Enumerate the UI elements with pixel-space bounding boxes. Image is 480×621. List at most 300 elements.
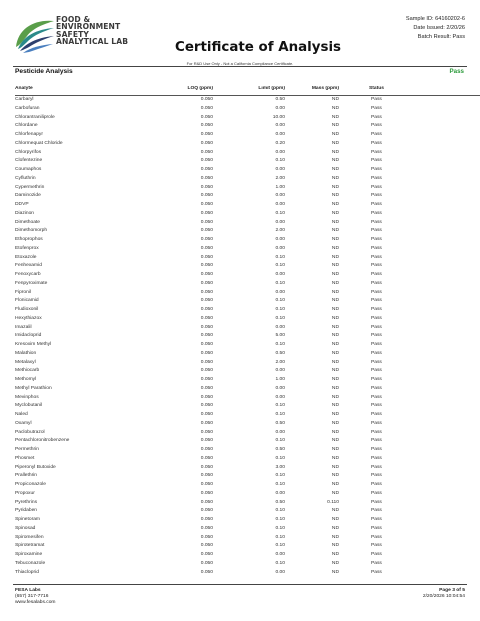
cell-loq: 0.050 [200, 333, 213, 339]
table-row [15, 429, 480, 438]
table-row [15, 184, 480, 193]
cell-analyte: Etofenprox [15, 245, 39, 251]
cell-analyte: Imidacloprid [15, 333, 42, 339]
cell-limit: 0.00 [275, 237, 285, 242]
cell-limit: 0.10 [275, 280, 285, 286]
cell-analyte: Daminozide [15, 193, 41, 199]
footer-timestamp: 2/20/2026 10:04:54 [422, 594, 465, 600]
logo-wordmark [56, 16, 128, 46]
cell-status: Pass [371, 534, 382, 540]
cell-mass: ND [331, 473, 339, 479]
cell-analyte: Paclobutrazol [15, 429, 45, 435]
cell-analyte: Hexythiazox [15, 315, 42, 321]
cell-mass: ND [331, 420, 339, 426]
cell-loq: 0.050 [200, 377, 213, 382]
cell-loq: 0.050 [200, 114, 213, 120]
table-row [15, 551, 480, 560]
cell-limit: 3.00 [275, 464, 285, 470]
cell-mass: ND [331, 394, 339, 400]
cell-limit: 0.10 [275, 298, 285, 304]
cell-status: Pass [371, 412, 382, 417]
cell-status: Pass [371, 368, 382, 374]
table-row [15, 350, 480, 359]
cell-limit: 0.10 [275, 560, 285, 566]
table-row [15, 289, 480, 298]
cell-mass: ND [331, 105, 339, 111]
cell-status: Pass [371, 202, 382, 207]
cell-limit: 0.00 [275, 569, 285, 575]
cell-loq: 0.050 [200, 289, 213, 295]
table-row [15, 341, 480, 350]
cell-mass: ND [331, 132, 339, 137]
cell-limit: 2.00 [275, 228, 285, 234]
cell-status: Pass [371, 289, 382, 295]
cell-limit: 0.10 [275, 482, 285, 487]
table-row [15, 262, 480, 271]
cell-mass: ND [331, 560, 339, 566]
cell-analyte: Spiroxamine [15, 552, 43, 557]
cell-status: Pass [371, 333, 382, 339]
cell-status: Pass [371, 499, 382, 505]
cell-analyte: Dimethoate [15, 219, 41, 225]
cell-status: Pass [371, 175, 382, 181]
cell-status: Pass [371, 342, 382, 347]
cell-limit: 0.00 [275, 324, 285, 330]
cell-loq: 0.050 [200, 123, 213, 129]
cell-mass: ND [331, 482, 339, 487]
cell-mass: ND [331, 237, 339, 242]
cell-mass: ND [331, 149, 339, 155]
cell-loq: 0.050 [200, 464, 213, 470]
table-row [15, 114, 480, 123]
cell-limit: 0.10 [275, 534, 285, 540]
cell-limit: 0.50 [275, 97, 285, 102]
table-row [15, 367, 480, 376]
cell-analyte: Prallethrin [15, 473, 38, 479]
cell-loq: 0.050 [200, 175, 213, 181]
report-header [0, 0, 480, 66]
disclaimer: For R&D Use Only - Not a California Compliance Certificate. [186, 61, 294, 66]
table-row [15, 420, 480, 429]
cell-analyte: Coumaphos [15, 167, 42, 172]
cell-loq: 0.050 [200, 245, 213, 251]
cell-loq: 0.050 [200, 359, 213, 365]
cell-analyte: Spirotetramat [15, 543, 45, 549]
cell-loq: 0.050 [200, 350, 213, 356]
cell-status: Pass [371, 280, 382, 286]
cell-status: Pass [371, 560, 382, 566]
table-row [15, 569, 480, 578]
table-row [15, 525, 480, 534]
cell-loq: 0.050 [200, 569, 213, 575]
cell-status: Pass [371, 193, 382, 199]
cell-mass: ND [331, 263, 339, 269]
cell-loq: 0.050 [200, 473, 213, 479]
table-row [15, 402, 480, 411]
cell-limit: 0.00 [275, 429, 285, 435]
table-row [15, 306, 480, 315]
cell-loq: 0.050 [200, 237, 213, 242]
cell-status: Pass [371, 403, 382, 409]
cell-loq: 0.050 [200, 149, 213, 155]
cell-loq: 0.050 [200, 184, 213, 190]
cell-loq: 0.050 [200, 105, 213, 111]
cell-loq: 0.050 [200, 552, 213, 557]
cell-limit: 5.00 [275, 333, 285, 339]
cell-limit: 0.10 [275, 517, 285, 522]
cell-analyte: Chlorpyrifos [15, 149, 42, 155]
cell-status: Pass [371, 517, 382, 522]
cell-loq: 0.050 [200, 447, 213, 452]
cell-loq: 0.050 [200, 263, 213, 269]
cell-limit: 0.00 [275, 193, 285, 199]
cell-analyte: Methyl Parathion [15, 385, 52, 391]
cell-status: Pass [371, 482, 382, 487]
cell-analyte: Myclobutanil [15, 403, 43, 409]
table-row [15, 534, 480, 543]
cell-analyte: Chlormequat Chloride [15, 140, 63, 146]
cell-analyte: Cypermethrin [15, 184, 45, 190]
cell-analyte: Spinetoram [15, 517, 41, 522]
cell-limit: 0.10 [275, 403, 285, 409]
cell-mass: ND [331, 97, 339, 102]
table-row [15, 157, 480, 166]
column-header-mass: Mass (ppm) [289, 86, 339, 96]
cell-analyte: Flonicamid [15, 298, 39, 304]
cell-mass: ND [331, 184, 339, 190]
cell-limit: 0.20 [275, 140, 285, 146]
cell-limit: 0.50 [275, 350, 285, 356]
cell-loq: 0.050 [200, 228, 213, 234]
cell-mass: ND [331, 210, 339, 216]
table-row [15, 446, 480, 455]
cell-limit: 0.00 [275, 167, 285, 172]
logo-line: SAFETY [56, 29, 89, 39]
cell-limit: 1.00 [275, 377, 285, 382]
table-row [15, 359, 480, 368]
cell-analyte: Clofentezine [15, 158, 43, 164]
table-header-row [15, 86, 480, 96]
cell-analyte: Chlorfenapyr [15, 132, 43, 137]
cell-loq: 0.050 [200, 455, 213, 461]
cell-analyte: Pentachloronitrobenzene [15, 438, 70, 444]
cell-loq: 0.050 [200, 403, 213, 409]
cell-loq: 0.050 [200, 543, 213, 549]
cell-mass: ND [331, 123, 339, 129]
cell-mass: ND [331, 193, 339, 199]
table-row [15, 96, 480, 105]
table-row [15, 411, 480, 420]
cell-limit: 0.50 [275, 499, 285, 505]
sample-meta [406, 15, 465, 42]
cell-loq: 0.050 [200, 324, 213, 330]
cell-mass: ND [331, 368, 339, 374]
cell-status: Pass [371, 184, 382, 190]
cell-analyte: Methiocarb [15, 368, 40, 374]
cell-analyte: Kresoxim Methyl [15, 342, 52, 347]
cell-loq: 0.050 [200, 307, 213, 312]
cell-analyte: Spiromesifen [15, 534, 44, 540]
cell-status: Pass [371, 315, 382, 321]
cell-status: Pass [371, 140, 382, 146]
cell-mass: ND [331, 412, 339, 417]
footer-page-number: Page 3 of 5 [439, 588, 465, 593]
logo-line: ENVIRONMENT [56, 22, 121, 32]
cell-mass: ND [331, 552, 339, 557]
cell-status: Pass [371, 429, 382, 435]
cell-mass: ND [331, 385, 339, 391]
cell-mass: ND [331, 307, 339, 312]
cell-mass: ND [331, 254, 339, 260]
cell-loq: 0.050 [200, 219, 213, 225]
cell-mass: ND [331, 298, 339, 304]
cell-status: Pass [371, 132, 382, 137]
cell-mass: ND [331, 543, 339, 549]
cell-limit: 0.00 [275, 219, 285, 225]
table-row [15, 472, 480, 481]
cell-status: Pass [371, 298, 382, 304]
cell-mass: ND [331, 315, 339, 321]
cell-limit: 0.00 [275, 245, 285, 251]
cell-analyte: Metalaxyl [15, 359, 36, 365]
cell-loq: 0.050 [200, 315, 213, 321]
cell-analyte: Thiacloprid [15, 569, 39, 575]
cell-status: Pass [371, 473, 382, 479]
cell-limit: 0.10 [275, 342, 285, 347]
cell-loq: 0.050 [200, 193, 213, 199]
cell-limit: 0.10 [275, 525, 285, 531]
table-row [15, 280, 480, 289]
cell-mass: ND [331, 359, 339, 365]
cell-analyte: Fenhexamid [15, 263, 42, 269]
cell-loq: 0.050 [200, 254, 213, 260]
table-row [15, 297, 480, 306]
cell-loq: 0.050 [200, 517, 213, 522]
cell-analyte: Fenpyroximate [15, 280, 48, 286]
cell-mass: ND [331, 202, 339, 207]
cell-analyte: Cyfluthrin [15, 175, 36, 181]
cell-limit: 0.10 [275, 210, 285, 216]
cell-analyte: Ethoprophos [15, 237, 43, 242]
cell-analyte: Permethrin [15, 447, 39, 452]
cell-status: Pass [371, 114, 382, 120]
cell-limit: 0.10 [275, 263, 285, 269]
table-row [15, 236, 480, 245]
cell-limit: 0.00 [275, 289, 285, 295]
cell-status: Pass [371, 210, 382, 216]
cell-mass: ND [331, 158, 339, 164]
cell-limit: 0.10 [275, 473, 285, 479]
table-row [15, 140, 480, 149]
cell-limit: 0.10 [275, 543, 285, 549]
cell-loq: 0.050 [200, 499, 213, 505]
table-row [15, 437, 480, 446]
table-row [15, 219, 480, 228]
table-row [15, 315, 480, 324]
cell-analyte: Pyrethrins [15, 499, 38, 505]
cell-limit: 0.10 [275, 315, 285, 321]
table-row [15, 499, 480, 508]
cell-mass: ND [331, 114, 339, 120]
cell-mass: ND [331, 272, 339, 277]
cell-status: Pass [371, 543, 382, 549]
table-row [15, 166, 480, 175]
cell-analyte: Pyridaben [15, 508, 38, 514]
table-row [15, 560, 480, 569]
cell-loq: 0.050 [200, 272, 213, 277]
footer-lab-info [15, 588, 56, 607]
cell-analyte: Phosmet [15, 455, 35, 461]
cell-status: Pass [371, 394, 382, 400]
cell-analyte: Propoxur [15, 490, 35, 496]
cell-analyte: Malathion [15, 350, 37, 356]
footer-divider [13, 584, 467, 585]
cell-analyte: Fludioxonil [15, 307, 39, 312]
cell-analyte: Oxamyl [15, 420, 32, 426]
cell-loq: 0.050 [200, 298, 213, 304]
cell-status: Pass [371, 237, 382, 242]
table-row [15, 507, 480, 516]
cell-status: Pass [371, 525, 382, 531]
table-row [15, 481, 480, 490]
table-row [15, 254, 480, 263]
cell-limit: 0.10 [275, 508, 285, 514]
table-row [15, 324, 480, 333]
cell-mass: ND [331, 228, 339, 234]
cell-loq: 0.050 [200, 385, 213, 391]
cell-loq: 0.050 [200, 158, 213, 164]
cell-mass: ND [331, 167, 339, 172]
table-row [15, 490, 480, 499]
cell-status: Pass [371, 254, 382, 260]
cell-loq: 0.050 [200, 368, 213, 374]
cell-limit: 0.00 [275, 202, 285, 207]
sample-id: Sample ID: 64160202-6 [405, 16, 465, 22]
table-row [15, 105, 480, 114]
cell-status: Pass [371, 324, 382, 330]
cell-loq: 0.050 [200, 202, 213, 207]
cell-status: Pass [371, 228, 382, 234]
cell-loq: 0.050 [200, 97, 213, 102]
cell-analyte: Chlorantraniliprole [15, 114, 55, 120]
cell-analyte: Etoxazole [15, 254, 37, 260]
cell-status: Pass [371, 97, 382, 102]
cell-limit: 0.00 [275, 368, 285, 374]
footer-page-info [423, 588, 465, 600]
table-row [15, 271, 480, 280]
cell-mass: ND [331, 280, 339, 286]
cell-status: Pass [371, 359, 382, 365]
table-row [15, 175, 480, 184]
cell-loq: 0.050 [200, 132, 213, 137]
page-title: Certificate of Analysis [175, 40, 342, 55]
footer-phone: (657) 317-7716 [15, 594, 49, 600]
cell-mass: 0.110 [327, 499, 339, 505]
cell-loq: 0.050 [200, 140, 213, 146]
cell-loq: 0.050 [200, 438, 213, 444]
logo-line: ANALYTICAL LAB [56, 37, 129, 47]
cell-status: Pass [371, 447, 382, 452]
cell-mass: ND [331, 324, 339, 330]
cell-analyte: Spinosad [15, 525, 36, 531]
cell-loq: 0.050 [200, 525, 213, 531]
cell-mass: ND [331, 342, 339, 347]
pesticide-table [15, 86, 480, 577]
cell-mass: ND [331, 377, 339, 382]
cell-limit: 0.10 [275, 438, 285, 444]
date-issued: Date Issued: 2/20/26 [413, 25, 465, 31]
column-header-limit: Limit (ppm) [226, 86, 289, 96]
cell-limit: 2.00 [275, 359, 285, 365]
cell-status: Pass [371, 508, 382, 514]
cell-limit: 2.00 [275, 175, 285, 181]
cell-limit: 0.10 [275, 307, 285, 312]
cell-mass: ND [331, 447, 339, 452]
cell-analyte: Tebuconazole [15, 560, 46, 566]
cell-status: Pass [371, 490, 382, 496]
cell-analyte: Propiconazole [15, 482, 46, 487]
cell-analyte: Methomyl [15, 377, 37, 382]
column-header-loq: LOQ (ppm) [151, 86, 226, 96]
cell-limit: 1.00 [275, 184, 285, 190]
cell-mass: ND [331, 333, 339, 339]
cell-loq: 0.050 [200, 534, 213, 540]
header-divider [13, 66, 467, 67]
table-row [15, 201, 480, 210]
table-row [15, 455, 480, 464]
cell-status: Pass [371, 219, 382, 225]
cell-mass: ND [331, 490, 339, 496]
table-row [15, 192, 480, 201]
cell-loq: 0.050 [200, 420, 213, 426]
cell-loq: 0.050 [200, 508, 213, 514]
cell-status: Pass [371, 245, 382, 251]
cell-loq: 0.050 [200, 210, 213, 216]
cell-limit: 0.50 [275, 420, 285, 426]
cell-limit: 0.10 [275, 455, 285, 461]
cell-mass: ND [331, 569, 339, 575]
table-row [15, 245, 480, 254]
cell-mass: ND [331, 508, 339, 514]
cell-status: Pass [371, 569, 382, 575]
cell-status: Pass [371, 123, 382, 129]
cell-limit: 0.00 [275, 123, 285, 129]
cell-analyte: Dimethomorph [15, 228, 48, 234]
cell-status: Pass [371, 158, 382, 164]
batch-result: Batch Result: Pass [417, 34, 465, 40]
cell-status: Pass [371, 420, 382, 426]
table-row [15, 131, 480, 140]
cell-limit: 0.10 [275, 254, 285, 260]
cell-analyte: Mevinphos [15, 394, 39, 400]
cell-analyte: DDVP [15, 202, 29, 207]
table-row [15, 516, 480, 525]
cell-status: Pass [371, 105, 382, 111]
table-row [15, 332, 480, 341]
cell-limit: 0.10 [275, 158, 285, 164]
cell-loq: 0.050 [200, 394, 213, 400]
cell-loq: 0.050 [200, 560, 213, 566]
cell-analyte: Carbofuran [15, 105, 40, 111]
cell-mass: ND [331, 245, 339, 251]
table-row [15, 394, 480, 403]
cell-mass: ND [331, 140, 339, 146]
cell-mass: ND [331, 534, 339, 540]
cell-limit: 0.00 [275, 149, 285, 155]
cell-status: Pass [371, 552, 382, 557]
cell-limit: 0.00 [275, 394, 285, 400]
cell-limit: 0.00 [275, 132, 285, 137]
